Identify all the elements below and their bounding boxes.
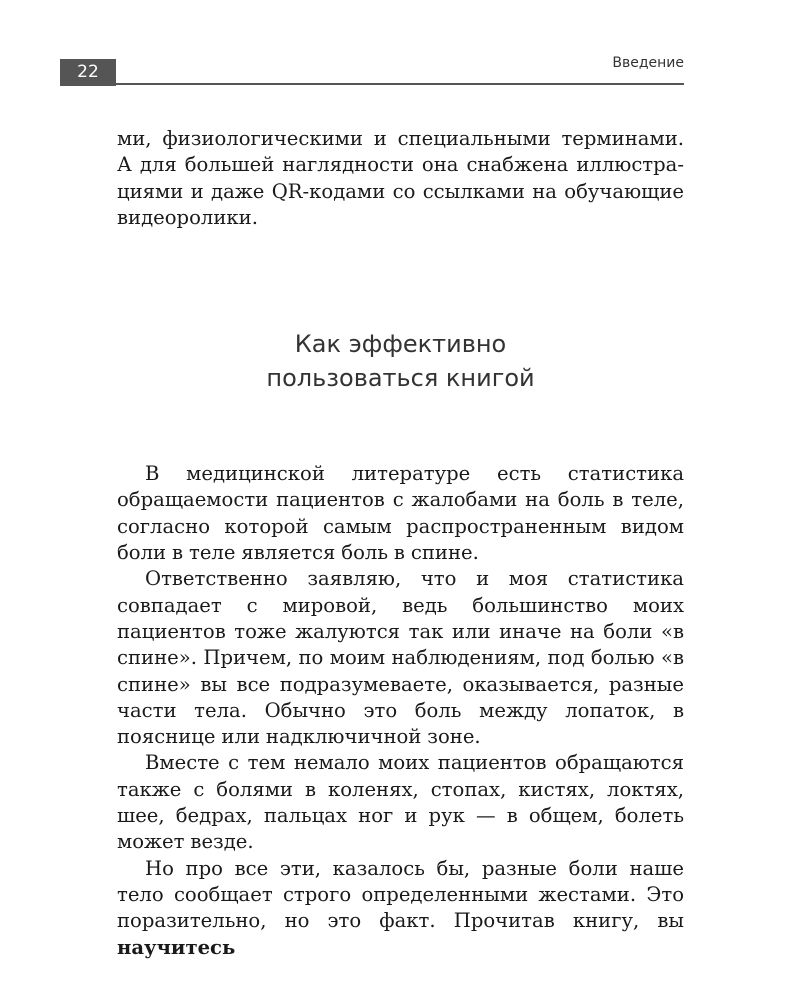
section-title <box>117 327 684 395</box>
paragraph: В медицинской литературе есть статистика обращаемости пациентов с жалобами на боль в теле, согласно которой самым распространенным видом боли в теле является боль в спине. <box>117 462 684 565</box>
paragraph: Ответственно заявляю, что и моя статистика совпадает с мировой, ведь большинство моих пациентов тоже жалуются так или иначе на боли «в спине». Причем, по моим наблюдениям, под болью «в спине» вы все подразумеваете, оказывается, разные части тела. Обычно это боль между лопаток, в пояснице или надключичной зоне. <box>117 567 684 749</box>
continuation-paragraph: ми, физиологическими и специальными терминами. А для большей наглядности она снабжена иллюстрациями и даже QR-кодами со ссылками на обучающие видеоролики. <box>117 127 684 229</box>
page-number: 22 <box>60 59 116 86</box>
paragraph-text: Но про все эти, казалось бы, разные боли наше тело сообщает строго определенными жестами. Это поразительно, но это факт. Прочитав книгу, вы <box>117 856 684 933</box>
section-title-line-1: Как эффективно <box>294 330 507 359</box>
bold-term: научитесь <box>117 935 236 959</box>
paragraph: Вместе с тем немало моих пациентов обращаются также с болями в коленях, стопах, кистях, локтях, шее, бедрах, пальцах ног и рук — в общем, болеть может везде. <box>117 751 684 854</box>
header-rule <box>116 83 684 85</box>
page-body <box>117 126 684 961</box>
section-title-line-2: пользоваться книгой <box>266 364 535 393</box>
paragraph <box>117 856 684 961</box>
running-title: Введение <box>612 55 684 71</box>
